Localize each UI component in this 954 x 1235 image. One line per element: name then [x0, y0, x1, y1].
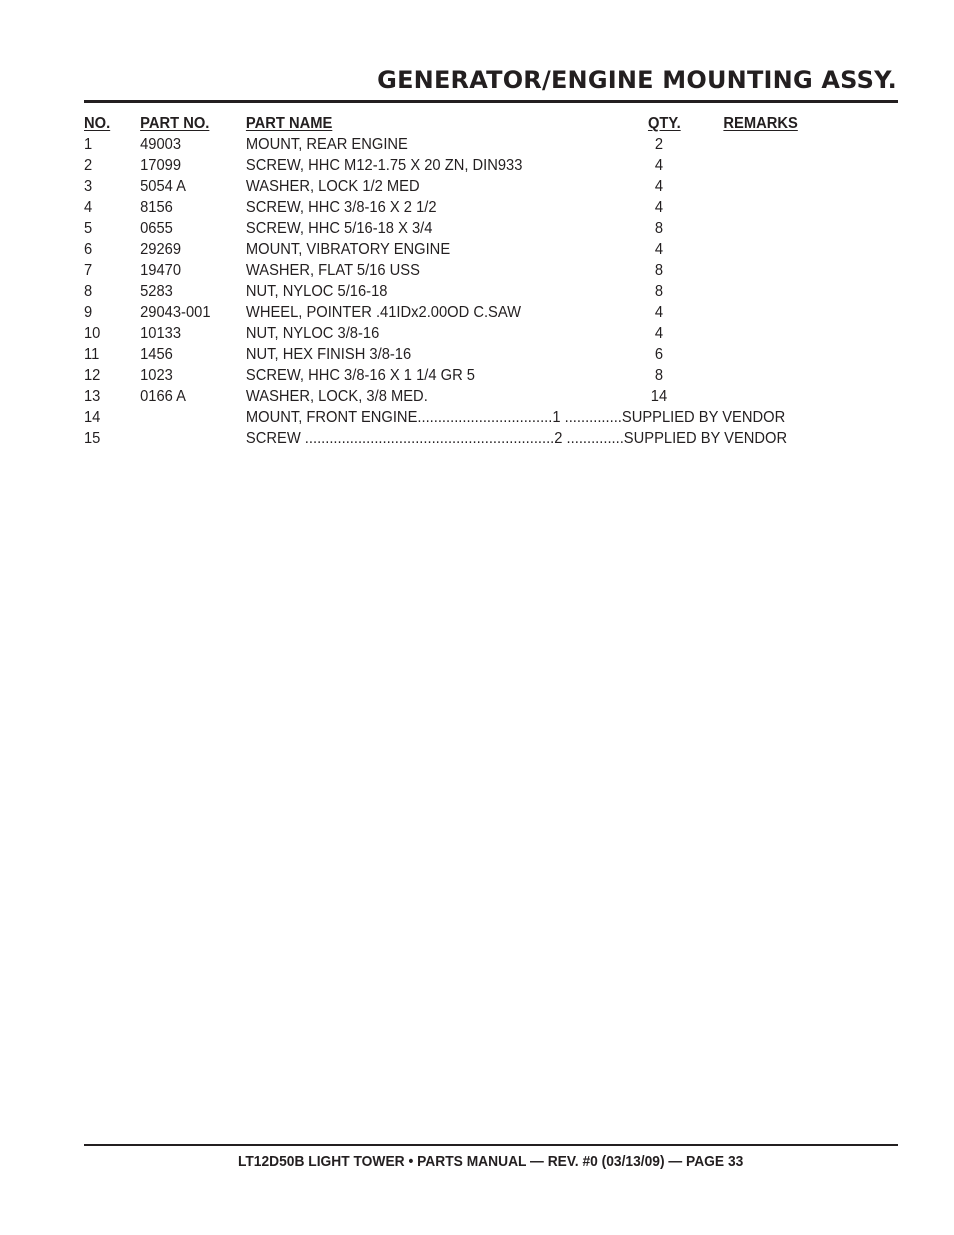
table-row — [84, 197, 898, 218]
page-footer — [84, 1152, 898, 1172]
row-part-no: 29043-001 — [140, 304, 211, 321]
row-no: 2 — [84, 157, 93, 174]
row-part-name: SCREW, HHC 3/8-16 X 2 1/2 — [245, 199, 437, 216]
header-remarks: REMARKS — [723, 115, 798, 132]
row-qty: 6 — [654, 346, 664, 363]
row-part-name: SCREW, HHC M12-1.75 X 20 ZN, DIN933 — [245, 157, 523, 174]
row-part-no: 29269 — [140, 241, 182, 258]
row-part-name: WASHER, LOCK 1/2 MED — [245, 178, 420, 195]
row-qty: 4 — [654, 178, 664, 195]
row-no: 8 — [84, 283, 93, 300]
row-no: 12 — [84, 367, 101, 384]
row-qty: 8 — [654, 220, 664, 237]
row-part-name: NUT, NYLOC 5/16-18 — [245, 283, 388, 300]
row-no: 15 — [84, 430, 101, 447]
row-dotted-line: MOUNT, FRONT ENGINE.................................1 ..............SUPPLIED BY VENDOR — [245, 409, 786, 426]
row-part-name: NUT, NYLOC 3/8-16 — [245, 325, 380, 342]
table-row — [84, 344, 898, 365]
row-part-no: 0655 — [140, 220, 173, 237]
table-row — [84, 239, 898, 260]
row-qty: 4 — [654, 325, 664, 342]
row-qty: 2 — [654, 136, 664, 153]
table-row-dotted — [84, 407, 898, 428]
row-qty: 4 — [654, 304, 664, 321]
table-row-dotted — [84, 428, 898, 449]
header-qty: QTY. — [647, 115, 681, 132]
table-header-row — [84, 113, 898, 134]
row-part-name: WHEEL, POINTER .41IDx2.00OD C.SAW — [245, 304, 522, 321]
row-qty: 8 — [654, 367, 664, 384]
row-part-name: NUT, HEX FINISH 3/8-16 — [245, 346, 412, 363]
row-part-no: 49003 — [140, 136, 182, 153]
row-part-no: 1023 — [140, 367, 173, 384]
row-part-no: 0166 A — [140, 388, 186, 405]
table-row — [84, 218, 898, 239]
row-dotted-line: SCREW .............................................................2 ..............SUPPLIED BY VENDOR — [245, 430, 788, 447]
footer-divider — [84, 1144, 898, 1146]
table-row — [84, 260, 898, 281]
header-no: NO. — [84, 115, 111, 132]
title-divider — [84, 100, 898, 103]
row-no: 9 — [84, 304, 93, 321]
row-part-name: MOUNT, VIBRATORY ENGINE — [245, 241, 451, 258]
row-no: 4 — [84, 199, 93, 216]
table-row — [84, 134, 898, 155]
row-no: 5 — [84, 220, 93, 237]
row-part-name: SCREW, HHC 3/8-16 X 1 1/4 GR 5 — [245, 367, 475, 384]
row-part-name: WASHER, FLAT 5/16 USS — [245, 262, 420, 279]
page-title: GENERATOR/ENGINE MOUNTING ASSY. — [377, 66, 897, 94]
header-part-no: PART NO. — [140, 115, 210, 132]
table-row — [84, 302, 898, 323]
row-no: 1 — [84, 136, 93, 153]
table-row — [84, 365, 898, 386]
parts-table — [84, 113, 898, 449]
table-row — [84, 155, 898, 176]
table-row — [84, 176, 898, 197]
row-part-no: 17099 — [140, 157, 182, 174]
row-part-name: SCREW, HHC 5/16-18 X 3/4 — [245, 220, 433, 237]
row-part-no: 5283 — [140, 283, 173, 300]
row-part-name: MOUNT, REAR ENGINE — [245, 136, 408, 153]
row-no: 13 — [84, 388, 101, 405]
row-part-no: 8156 — [140, 199, 173, 216]
row-no: 7 — [84, 262, 93, 279]
row-part-name: WASHER, LOCK, 3/8 MED. — [245, 388, 428, 405]
row-qty: 14 — [650, 388, 668, 405]
row-part-no: 19470 — [140, 262, 182, 279]
row-qty: 4 — [654, 241, 664, 258]
row-qty: 4 — [654, 199, 664, 216]
row-qty: 4 — [654, 157, 664, 174]
row-qty: 8 — [654, 283, 664, 300]
row-part-no: 10133 — [140, 325, 182, 342]
row-no: 14 — [84, 409, 101, 426]
row-part-no: 1456 — [140, 346, 173, 363]
table-row — [84, 386, 898, 407]
table-row — [84, 323, 898, 344]
row-part-no: 5054 A — [140, 178, 186, 195]
row-no: 3 — [84, 178, 93, 195]
row-no: 10 — [84, 325, 101, 342]
row-no: 6 — [84, 241, 93, 258]
header-part-name: PART NAME — [245, 115, 333, 132]
row-qty: 8 — [654, 262, 664, 279]
table-row — [84, 281, 898, 302]
footer-label: LT12D50B LIGHT TOWER • PARTS MANUAL — REV. #0 (03/13/09) — PAGE 33 — [238, 1153, 744, 1170]
row-no: 11 — [84, 346, 100, 363]
